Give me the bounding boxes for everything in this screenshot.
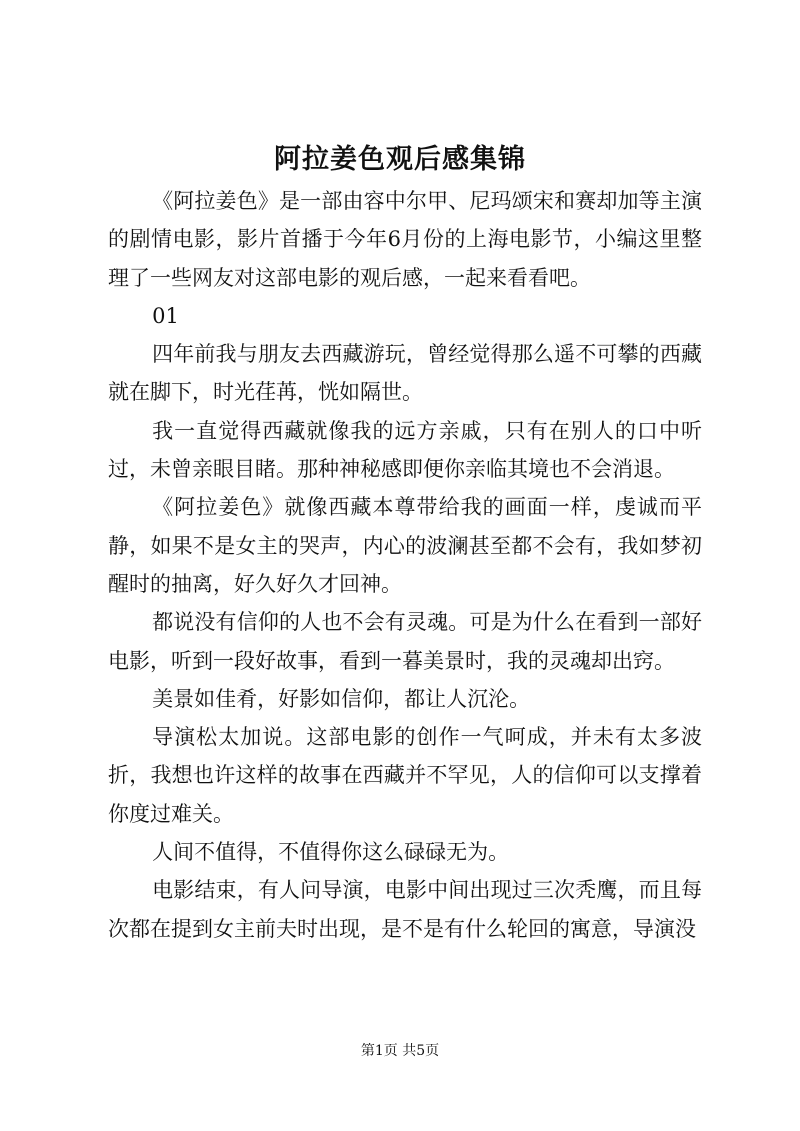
- section-number: 01: [152, 303, 179, 328]
- paragraph: 《阿拉姜色》就像西藏本尊带给我的画面一样，虔诚而平静，如果不是女主的哭声，内心的波澜甚至都不会有，我如梦初醒时的抽离，好久好久才回神。: [108, 495, 702, 596]
- page-title: 阿拉姜色观后感集锦: [274, 144, 526, 175]
- paragraph: 人间不值得，不值得你这么碌碌无为。: [152, 840, 510, 865]
- paragraph-intro: 《阿拉姜色》是一部由容中尔甲、尼玛颂宋和赛却加等主演的剧情电影，影片首播于今年6月份的上海电影节，小编这里整理了一些网友对这部电影的观后感，一起来看看吧。: [108, 189, 702, 290]
- paragraph: 电影结束，有人问导演，电影中间出现过三次秃鹰，而且每次都在提到女主前夫时出现，是不是有什么轮回的寓意，导演没: [108, 878, 702, 941]
- document-body: [108, 182, 702, 948]
- paragraph: 四年前我与朋友去西藏游玩，曾经觉得那么遥不可攀的西藏就在脚下，时光荏苒，恍如隔世。: [108, 342, 702, 405]
- paragraph: 我一直觉得西藏就像我的远方亲戚，只有在别人的口中听过，未曾亲眼目睹。那种神秘感即便你亲临其境也不会消退。: [108, 418, 702, 482]
- page-footer: 第1页 共5页: [360, 1043, 440, 1059]
- paragraph: 美景如佳肴，好影如信仰，都让人沉沦。: [152, 686, 531, 711]
- paragraph: 都说没有信仰的人也不会有灵魂。可是为什么在看到一部好电影，听到一段好故事，看到一暮美景时，我的灵魂却出窍。: [108, 610, 702, 673]
- paragraph: 导演松太加说。这部电影的创作一气呵成，并未有太多波折，我想也许这样的故事在西藏并不罕见，人的信仰可以支撑着你度过难关。: [108, 725, 702, 826]
